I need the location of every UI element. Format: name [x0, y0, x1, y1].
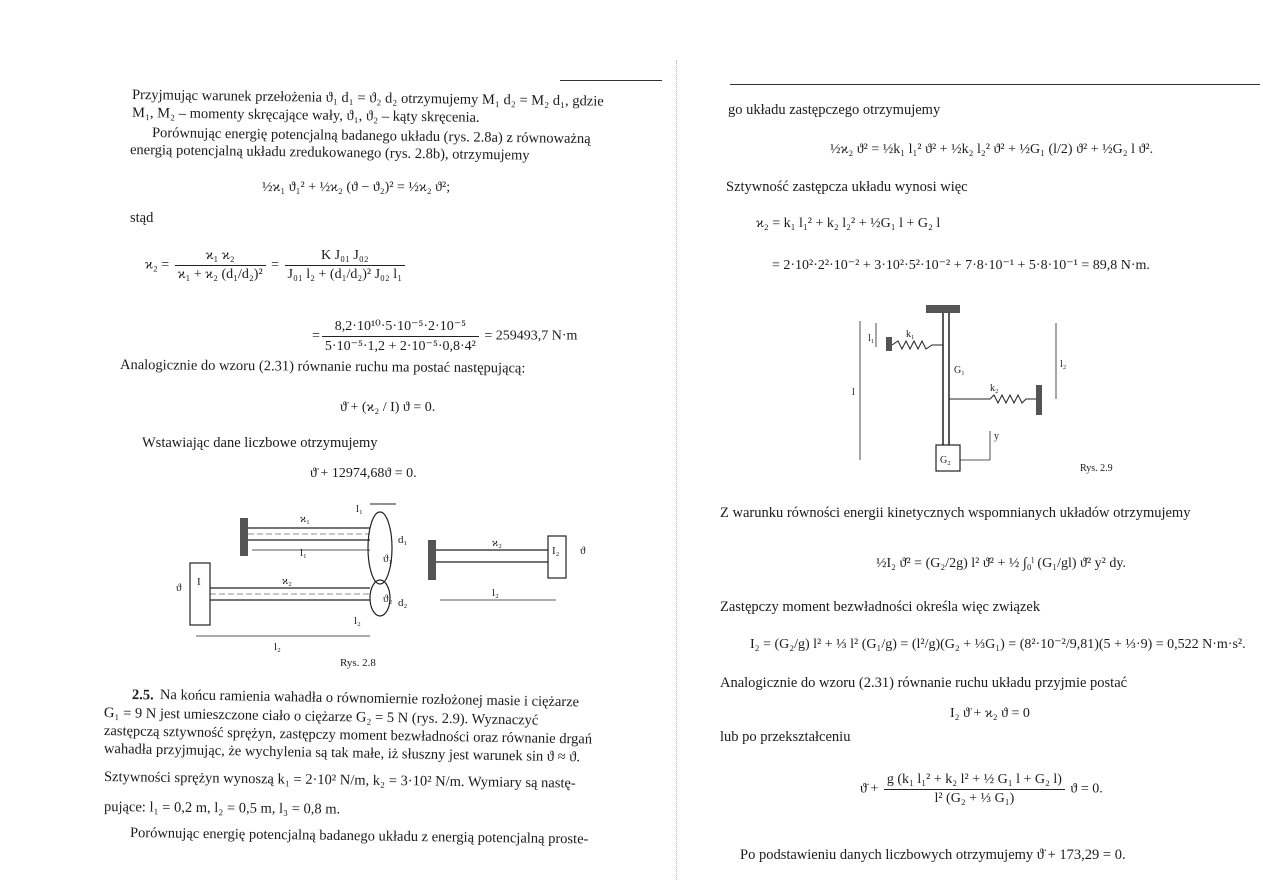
wall-hatch	[428, 540, 436, 580]
paragraph-line: go układu zastępczego otrzymujemy	[728, 102, 941, 118]
wall-hatch	[886, 337, 892, 351]
paragraph-line: Z warunku równości energii kinetycznych wspomnianych układów otrzymujemy	[720, 505, 1191, 521]
gear-d1	[368, 512, 392, 584]
right-page	[680, 0, 1263, 893]
fig-label-thb: ϑ	[580, 545, 586, 557]
paragraph-line: stąd	[130, 210, 154, 226]
problem-number: 2.5.	[131, 687, 154, 704]
fig-label-kz: ϰ₂	[492, 537, 502, 549]
header-rule	[560, 80, 662, 81]
figure-caption: Rys. 2.8	[340, 657, 376, 669]
equation: = $\frac{\text{8,2·10¹⁰·5·10⁻⁵·2·10⁻⁵}}{\text{5·10⁻⁵·1,2 + 2·10⁻⁵·0,8·4²}}$ = 259493,7 N·m	[312, 319, 578, 354]
paragraph-line: Analogicznie do wzoru (2.31) równanie ruchu ma postać następującą:	[119, 357, 526, 377]
fig-label-G2: G₂	[940, 455, 951, 466]
equation: ϰ₂ = $\frac{\text{ϰ₁ ϰ₂}}{\text{ϰ₁ + ϰ₂ (d₁/d₂)²}}$ = $\frac{\text{K J₀₁ J₀₂}}{\text{J₀₁ l₂ + (d₁/d₂)² J₀₂ l₁}}$	[145, 248, 407, 283]
equation-rhs: ϑ = 0.	[1070, 781, 1103, 797]
fig-label-I: I	[197, 576, 201, 588]
equation: ½I₂ ϑ̇² = (G₂/2g) l² ϑ̇² + ½ ∫₀ˡ (G₁/gl) ϑ̇² y² dy.	[876, 556, 1126, 571]
paragraph-line: Przyjmując warunek przełożenia ϑ₁ d₁ = ϑ₂ d₂ otrzymujemy M₁ d₂ = M₂ d₁, gdzie	[131, 87, 604, 110]
equation: ½ϰ₁ ϑ₁² + ½ϰ₂ (ϑ − ϑ₂)² = ½ϰ₂ ϑ²;	[262, 180, 451, 195]
numerator: ϰ₁ ϰ₂	[175, 248, 266, 266]
denominator: l² (G₂ + ⅓ G₁)	[934, 791, 1015, 806]
equation: = 2·10²·2²·10⁻² + 3·10²·5²·10⁻² + 7·8·10⁻¹ + 5·8·10⁻¹ = 89,8 N·m.	[772, 258, 1150, 273]
fig-label-l2: l₂	[1060, 359, 1067, 370]
fig-label-k2: ϰ₂	[282, 575, 292, 587]
fig-label-k1: ϰ₁	[300, 513, 310, 525]
fig-label-l1: l₁	[868, 333, 875, 344]
fig-label-l1b: l₁	[356, 503, 363, 515]
equation: ϰ₂ = k₁ l₁² + k₂ l₂² + ½G₁ l + G₂ l	[756, 216, 941, 231]
paragraph-line: wahadła przyjmując, że wychylenia są tak małe, iż słuszny jest warunek sin ϑ ≈ ϑ.	[103, 741, 581, 766]
fig-label-G1: G₁	[954, 365, 965, 376]
fig-label-Iz: I₂	[552, 545, 560, 557]
wall-hatch	[240, 518, 248, 556]
fig-label-l: l	[852, 387, 855, 398]
paragraph-line: pujące: l₁ = 0,2 m, l₂ = 0,5 m, l₃ = 0,8 m.	[103, 799, 341, 818]
fig-label-th1: ϑ₁	[383, 553, 393, 565]
header-rule	[730, 84, 1260, 85]
ceiling-hatch	[926, 305, 960, 313]
page-gutter	[676, 60, 678, 880]
figure-2-8	[0, 488, 680, 668]
paragraph-line: lub po przekształceniu	[720, 729, 851, 745]
equation: ϑ̈ + 12974,68ϑ = 0.	[310, 466, 417, 481]
figure-2-9	[840, 295, 1260, 485]
equation-lhs: ϰ₂ =	[145, 257, 170, 273]
numerator: 8,2·10¹⁰·5·10⁻⁵·2·10⁻⁵	[322, 318, 479, 337]
fig-label-lz: l₂	[492, 587, 499, 599]
denominator: ϰ₁ + ϰ₂ (d₁/d₂)²	[177, 267, 263, 282]
denominator: 5·10⁻⁵·1,2 + 2·10⁻⁵·0,8·4²	[324, 339, 476, 354]
equation: I₂ ϑ̈ + ϰ₂ ϑ = 0	[950, 706, 1030, 721]
paragraph-line: Sztywności sprężyn wynoszą k₁ = 2·10² N/m, k₂ = 3·10² N/m. Wymiary są nastę-	[103, 769, 576, 792]
fig-label-y: y	[994, 431, 999, 442]
numerator: K J₀₁ J₀₂	[285, 248, 406, 266]
equation-lhs: ϑ̈ +	[860, 781, 879, 797]
equation-result: = 259493,7 N·m	[484, 328, 578, 344]
denominator: J₀₁ l₂ + (d₁/d₂)² J₀₂ l₁	[287, 267, 403, 282]
equation: I₂ = (G₂/g) l² + ⅓ l² (G₁/g) = (l²/g)(G₂ + ⅓G₁) = (8²·10⁻²/9,81)(5 + ⅓·9) = 0,522 N·m·s².	[750, 637, 1246, 652]
fraction	[285, 248, 406, 283]
paragraph-line: Analogicznie do wzoru (2.31) równanie ruchu układu przyjmie postać	[720, 675, 1128, 691]
wall-hatch	[1036, 385, 1042, 415]
fig-label-l2: l₂	[274, 641, 281, 653]
equation: ½ϰ₂ ϑ² = ½k₁ l₁² ϑ² + ½k₂ l₂² ϑ² + ½G₁ (l/2) ϑ² + ½G₂ l ϑ².	[830, 142, 1154, 157]
fraction	[884, 772, 1065, 807]
spring-k1	[892, 341, 943, 349]
paragraph-line: Na końcu ramienia wahadła o równomiernie rozłożonej masie i ciężarze	[159, 687, 580, 711]
equation	[860, 772, 1103, 807]
spring-k2	[949, 395, 1036, 403]
fig-label-l2b: l₂	[354, 615, 361, 627]
paragraph-line: Sztywność zastępcza układu wynosi więc	[726, 179, 968, 195]
fraction	[322, 318, 479, 355]
figure-caption: Rys. 2.9	[1080, 463, 1113, 474]
paragraph-line: energią potencjalną układu zredukowanego (rys. 2.8b), otrzymujemy	[129, 142, 530, 164]
fig-label-k1: k₁	[906, 329, 915, 340]
paragraph-line: G₁ = 9 N jest umieszczone ciało o ciężarze G₂ = 5 N (rys. 2.9). Wyznaczyć	[103, 705, 539, 729]
disc-I	[190, 563, 210, 625]
equation: ϑ̈ + (ϰ₂ / I) ϑ = 0.	[340, 400, 436, 415]
paragraph-line: zastępczą sztywność sprężyn, zastępczy moment bezwładności oraz równanie drgań	[103, 723, 593, 748]
numerator: g (k₁ l₁² + k₂ l² + ½ G₁ l + G₂ l)	[884, 772, 1065, 790]
fig-label-d2: d₂	[398, 597, 408, 609]
disc-Iz	[548, 536, 566, 578]
paragraph-line: Zastępczy moment bezwładności określa więc związek	[720, 599, 1041, 615]
paragraph-line: Po podstawieniu danych liczbowych otrzymujemy ϑ̈ + 173,29 = 0.	[740, 847, 1126, 863]
fig-label-k2: k₂	[990, 383, 999, 394]
fig-label-th2: ϑ₂	[383, 593, 393, 605]
paragraph-line: Porównując energię potencjalną badanego układu (rys. 2.8a) z równoważną	[151, 125, 591, 148]
paragraph-line: Wstawiając dane liczbowe otrzymujemy	[142, 435, 378, 451]
fig-label-d1: d₁	[398, 534, 408, 546]
fraction	[175, 248, 266, 283]
paragraph-line: Porównując energię potencjalną badanego układu z energią potencjalną proste-	[129, 825, 589, 848]
fig-label-th: ϑ	[176, 582, 182, 594]
paragraph-line: M₁, M₂ – momenty skręcające wały, ϑ₁, ϑ₂ – kąty skręcenia.	[131, 105, 480, 126]
fig-label-l1: l₁	[300, 547, 307, 559]
